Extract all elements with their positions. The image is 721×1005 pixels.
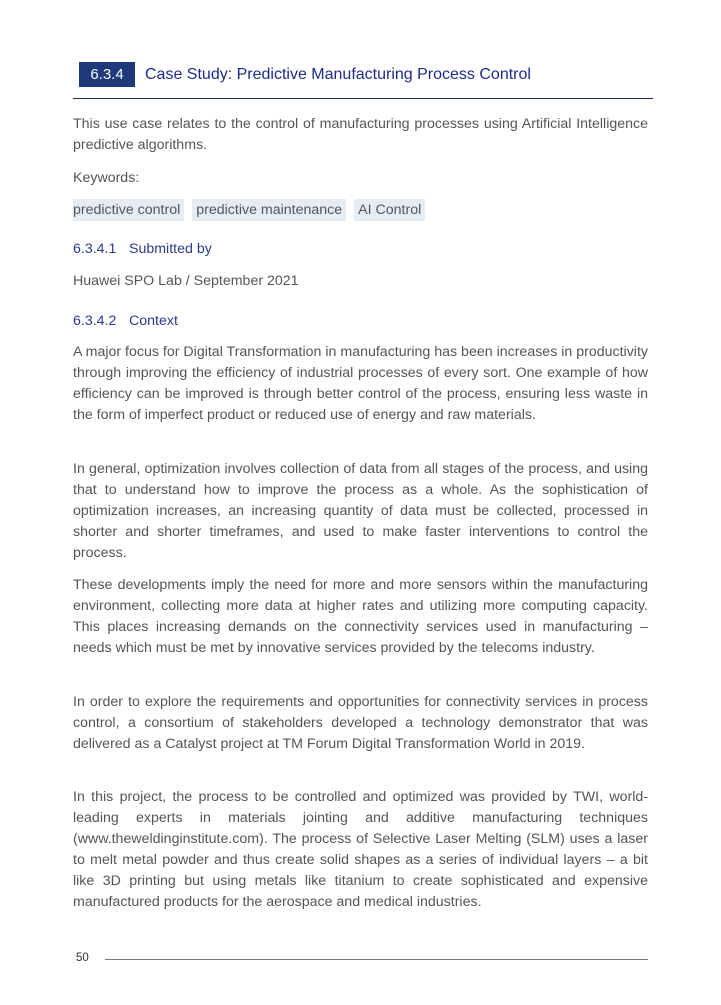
page-number: 50 xyxy=(76,952,89,964)
keyword-tag: predictive control xyxy=(73,199,184,221)
keyword-list xyxy=(73,199,425,221)
submitted-heading-number: 6.3.4.1 xyxy=(73,241,117,257)
submitted-heading-title: Submitted by xyxy=(129,241,212,257)
context-paragraph-2: In general, optimization involves collection of data from all stages of the process, and using that to understand how to improve the process as a whole. As the sophistication of optimization increases, an increasing quantity of data must be collected, processed in shorter and shorter timeframes, and used to make faster interventions to control the process. xyxy=(73,461,648,561)
keywords-label: Keywords: xyxy=(73,170,140,186)
section-title: Case Study: Predictive Manufacturing Process Control xyxy=(145,66,531,83)
context-paragraph-3: These developments imply the need for more and more sensors within the manufacturing environment, collecting more data at higher rates and utilizing more computing capacity. This places increasing demands on the connectivity services used in manufacturing – needs which must be met by innovative services provided by the telecoms industry. xyxy=(73,577,648,656)
footer-divider xyxy=(105,959,648,960)
context-paragraph-5: In this project, the process to be controlled and optimized was provided by TWI, world-leading experts in materials jointing and additive manufacturing techniques (www.theweldinginstitute.com). The process of Selective Laser Melting (SLM) uses a laser to melt metal powder and thus create solid shapes as a series of individual layers – a bit like 3D printing but using metals like titanium to create sophisticated and expensive manufactured products for the aerospace and medical industries. xyxy=(73,789,648,910)
context-heading-number: 6.3.4.2 xyxy=(73,313,117,329)
context-paragraph-4: In order to explore the requirements and opportunities for connectivity services in process control, a consortium of stakeholders developed a technology demonstrator that was delivered as a Catalyst project at TM Forum Digital Transformation World in 2019. xyxy=(73,694,648,752)
intro-paragraph: This use case relates to the control of manufacturing processes using Artificial Intelligence predictive algorithms. xyxy=(73,116,648,153)
context-paragraph-1: A major focus for Digital Transformation in manufacturing has been increases in productivity through improving the efficiency of industrial processes of every sort. One example of how efficiency can be improved is through better control of the process, ensuring less waste in the form of imperfect product or reduced use of energy and raw materials. xyxy=(73,344,648,423)
section-header xyxy=(73,62,653,99)
keyword-tag: predictive maintenance xyxy=(192,199,346,221)
submitted-by-text: Huawei SPO Lab / September 2021 xyxy=(73,273,299,289)
submitted-heading xyxy=(73,239,212,260)
keyword-tag: AI Control xyxy=(354,199,425,221)
section-number-badge: 6.3.4 xyxy=(79,62,135,87)
context-heading-title: Context xyxy=(129,313,178,329)
context-heading xyxy=(73,311,178,332)
